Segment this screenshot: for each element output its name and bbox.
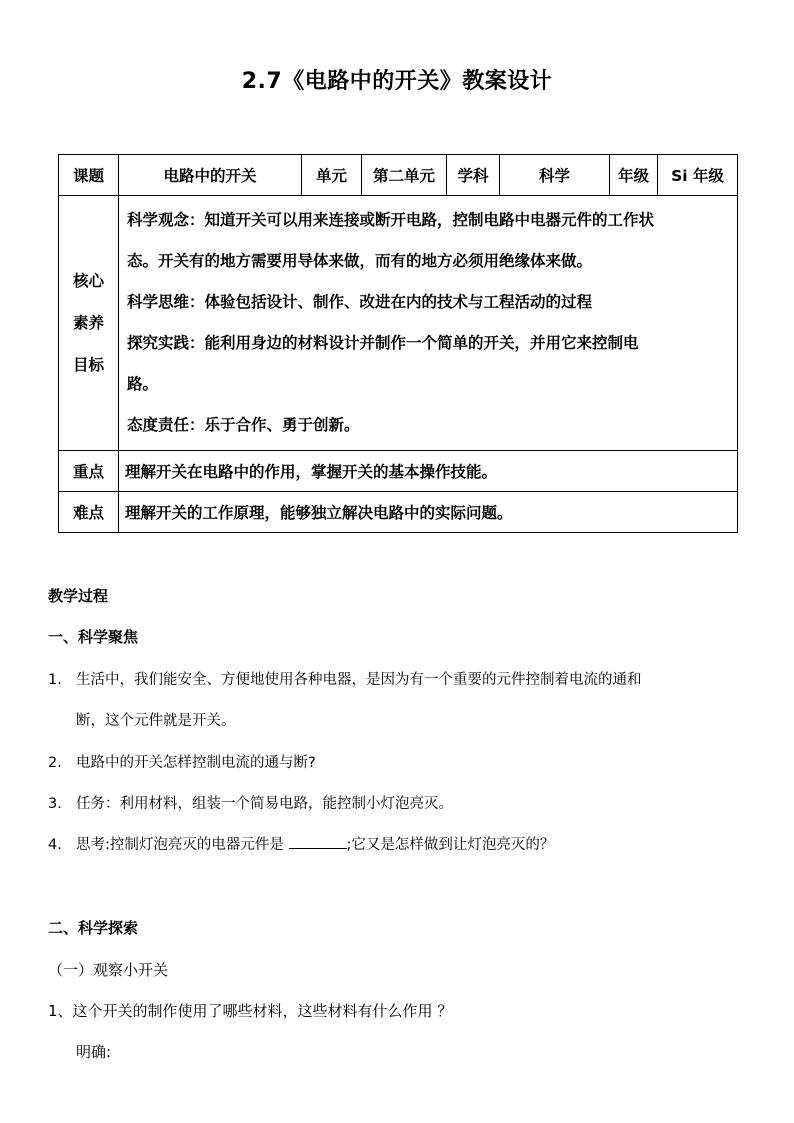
fill-in-blank[interactable] <box>289 848 347 849</box>
process-heading: 教学过程 <box>48 587 109 605</box>
topic-label: 课题 <box>59 155 119 196</box>
list-item-continuation: 断，这个元件就是开关。 <box>76 713 236 729</box>
list-item: 4. 思考:控制灯泡亮灭的电器元件是 ;它又是怎样做到让灯泡亮灭的？ <box>48 837 555 853</box>
difficulty-label: 难点 <box>59 492 119 533</box>
grade-value: Si 年级 <box>658 155 738 196</box>
topic-value: 电路中的开关 <box>119 155 302 196</box>
goal-line: 态。开关有的地方需要用导体来做，而有的地方必须用绝缘体来做。 <box>127 252 593 270</box>
goal-line: 探究实践：能利用身边的材料设计并制作一个简单的开关，并用它来控制电 <box>127 334 639 352</box>
goal-line: 态度责任：乐于合作、勇于创新。 <box>127 416 360 434</box>
difficulty-value: 理解开关的工作原理，能够独立解决电路中的实际问题。 <box>119 492 738 533</box>
lesson-info-table <box>58 154 738 533</box>
list-item: 2. 电路中的开关怎样控制电流的通与断? <box>48 755 316 771</box>
key-point-label: 重点 <box>59 451 119 492</box>
list-item: 1. 生活中，我们能安全、方便地使用各种电器，是因为有一个重要的元件控制着电流的通和 <box>48 672 642 688</box>
goals-content <box>119 196 738 451</box>
list-item: 3. 任务：利用材料，组装一个简易电路，能控制小灯泡亮灭。 <box>48 796 453 812</box>
goal-line: 路。 <box>127 375 159 393</box>
goal-line: 科学观念：知道开关可以用来连接或断开电路，控制电路中电器元件的工作状 <box>127 211 655 229</box>
key-point-value: 理解开关在电路中的作用，掌握开关的基本操作技能。 <box>119 451 738 492</box>
goal-line: 科学思维：体验包括设计、制作、改进在内的技术与工程活动的过程 <box>127 293 593 311</box>
subsection-heading: （一）观察小开关 <box>48 961 169 979</box>
question-line: 1、这个开关的制作使用了哪些材料，这些材料有什么作用 ？ <box>48 1002 453 1020</box>
section-explore-heading: 二、科学探索 <box>48 919 139 937</box>
unit-label: 单元 <box>302 155 362 196</box>
section-focus-heading: 一、科学聚焦 <box>48 628 139 646</box>
grade-label: 年级 <box>610 155 658 196</box>
answer-label: 明确: <box>76 1043 112 1061</box>
subject-label: 学科 <box>447 155 500 196</box>
subject-value: 科学 <box>500 155 610 196</box>
unit-value: 第二单元 <box>362 155 447 196</box>
goals-label: 核心 素养 目标 <box>59 196 119 451</box>
page-title: 2.7《电路中的开关》教案设计 <box>241 69 553 94</box>
